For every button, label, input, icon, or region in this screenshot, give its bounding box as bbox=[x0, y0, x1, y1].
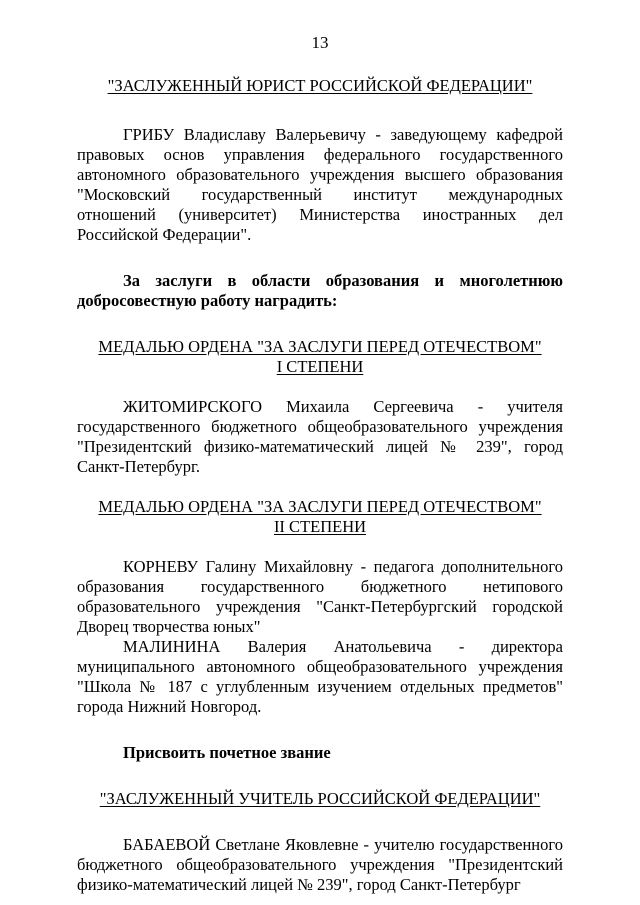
nominee-paragraph-malinin: МАЛИНИНА Валерия Анатольевича - директора муниципального автономного общеобразовательного учреждения "Школа № 187 с углубленным изучением отдельных предметов" города Нижний Новгород. bbox=[77, 637, 563, 716]
medal-heading-first-degree bbox=[77, 337, 563, 377]
page-number: 13 bbox=[311, 33, 329, 52]
honorary-title-heading-lawyer: "ЗАСЛУЖЕННЫЙ ЮРИСТ РОССИЙСКОЙ ФЕДЕРАЦИИ" bbox=[107, 76, 533, 95]
nominee-paragraph-babaeva: БАБАЕВОЙ Светлане Яковлевне - учителю государственного бюджетного общеобразовательного учреждения "Президентский физико-математический лицей № 239", город Санкт-Петербург bbox=[77, 835, 563, 894]
medal-heading-first-degree-line2: I СТЕПЕНИ bbox=[276, 357, 364, 376]
medal-heading-second-degree-line1: МЕДАЛЬЮ ОРДЕНА "ЗА ЗАСЛУГИ ПЕРЕД ОТЕЧЕСТВОМ" bbox=[98, 497, 542, 516]
nominee-paragraph-zhitomirsky: ЖИТОМИРСКОГО Михаила Сергеевича - учителя государственного бюджетного общеобразовательного учреждения "Президентский физико-математический лицей № 239", город Санкт-Петербург. bbox=[77, 397, 563, 476]
nominee-paragraph-gribu: ГРИБУ Владиславу Валерьевичу - заведующему кафедрой правовых основ управления федерального государственного автономного образовательного учреждения высшего образования "Московский государственный институт международных отношений (университет) Министерства иностранных дел Российской Федерации". bbox=[77, 125, 563, 244]
document-body bbox=[77, 76, 563, 895]
title-award-intro-text: Присвоить почетное звание bbox=[123, 743, 331, 762]
medal-heading-first-degree-line1: МЕДАЛЬЮ ОРДЕНА "ЗА ЗАСЛУГИ ПЕРЕД ОТЕЧЕСТВОМ" bbox=[98, 337, 542, 356]
award-intro-text: За заслуги в области образования и многолетнюю добросовестную работу наградить: bbox=[77, 271, 563, 310]
nominee-paragraph-korneva: КОРНЕВУ Галину Михайловну - педагога дополнительного образования государственного бюджетного нетипового образовательного учреждения "Санкт-Петербургский городской Дворец творчества юных" bbox=[77, 557, 563, 636]
honorary-title-heading-teacher: "ЗАСЛУЖЕННЫЙ УЧИТЕЛЬ РОССИЙСКОЙ ФЕДЕРАЦИИ" bbox=[99, 789, 541, 808]
medal-heading-second-degree-line2: II СТЕПЕНИ bbox=[273, 517, 367, 536]
medal-heading-second-degree bbox=[77, 497, 563, 537]
